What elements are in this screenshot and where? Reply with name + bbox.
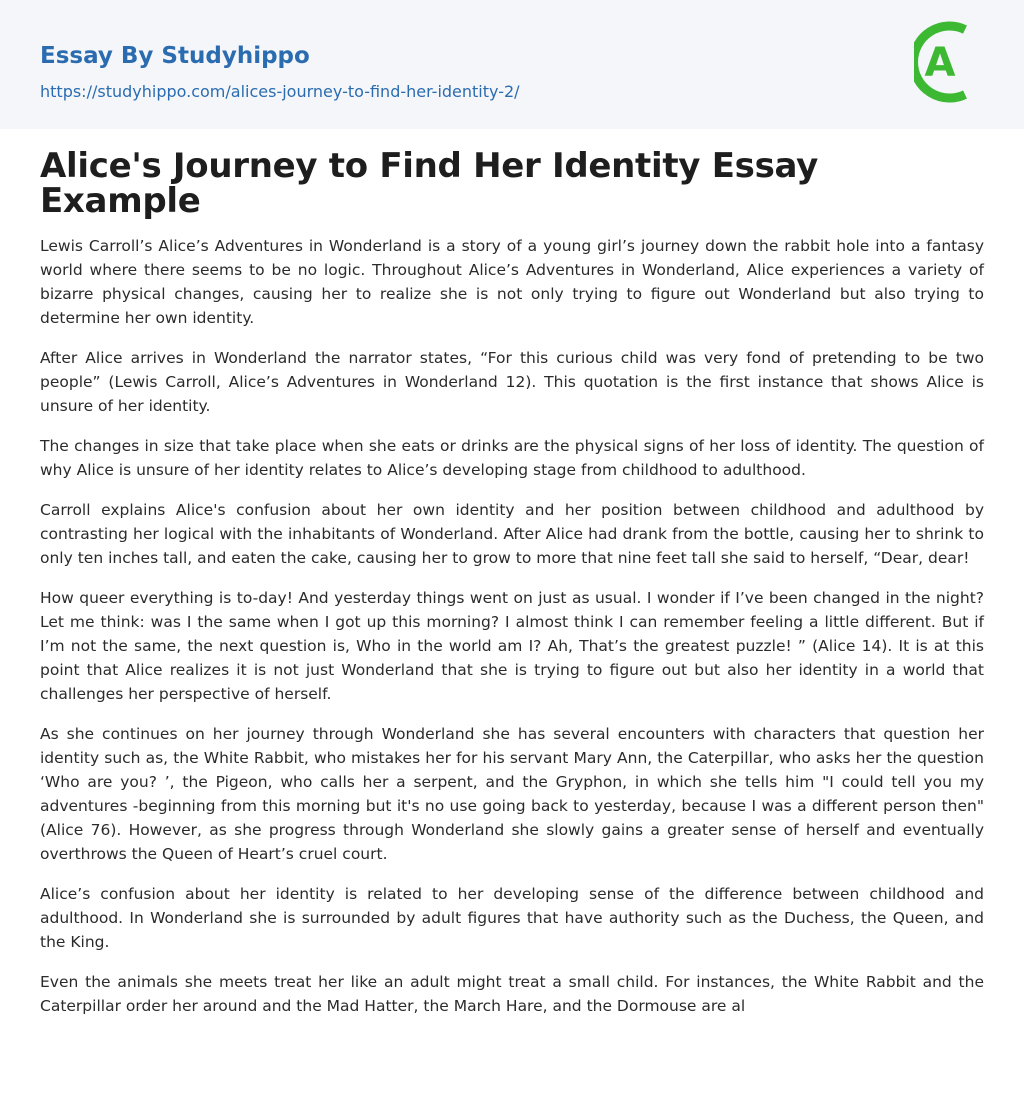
essay-body: [40, 234, 984, 1018]
essay-paragraph: Alice’s confusion about her identity is related to her developing sense of the difference between childhood and adulthood. In Wonderland she is surrounded by adult figures that have authority such as the Duchess, the Queen, and the King.: [40, 885, 984, 951]
essay-title: Alice's Journey to Find Her Identity Essay Example: [40, 146, 818, 221]
studyhippo-logo-icon[interactable]: [914, 19, 986, 105]
site-header: [0, 0, 1024, 129]
essay-paragraph: As she continues on her journey through Wonderland she has several encounters with characters that question her identity such as, the White Rabbit, who mistakes her for his servant Mary Ann, the Caterpillar, who asks her the question ‘Who are you? ’, the Pigeon, who calls her a serpent, and the Gryphon, in which she tells him "I could tell you my adventures -beginning from this morning but it's no use going back to yesterday, because I was a different person then" (Alice 76). However, as she progress through Wonderland she slowly gains a greater sense of herself and eventually overthrows the Queen of Heart’s cruel court.: [40, 725, 984, 863]
logo-letter: A: [924, 40, 956, 86]
essay-paragraph: How queer everything is to-day! And yesterday things went on just as usual. I wonder if I’ve been changed in the night? Let me think: was I the same when I got up this morning? I almost think I can remember feeling a little different. But if I’m not the same, the next question is, Who in the world am I? Ah, That’s the greatest puzzle! ” (Alice 14). It is at this point that Alice realizes it is not just Wonderland that she is trying to figure out but also her identity in a world that challenges her perspective of herself.: [40, 589, 984, 703]
essay-paragraph: Lewis Carroll’s Alice’s Adventures in Wonderland is a story of a young girl’s journey down the rabbit hole into a fantasy world where there seems to be no logic. Throughout Alice’s Adventures in Wonderland, Alice experiences a variety of bizarre physical changes, causing her to realize she is not only trying to figure out Wonderland but also trying to determine her own identity.: [40, 237, 984, 327]
essay-paragraph: Carroll explains Alice's confusion about her own identity and her position between childhood and adulthood by contrasting her logical with the inhabitants of Wonderland. After Alice had drank from the bottle, causing her to shrink to only ten inches tall, and eaten the cake, causing her to grow to more that nine feet tall she said to herself, “Dear, dear!: [40, 501, 984, 567]
essay-paragraph: The changes in size that take place when she eats or drinks are the physical signs of her loss of identity. The question of why Alice is unsure of her identity relates to Alice’s developing stage from childhood to adulthood.: [40, 437, 984, 479]
essay-content: [0, 146, 1024, 1018]
essay-paragraph: After Alice arrives in Wonderland the narrator states, “For this curious child was very fond of pretending to be two people” (Lewis Carroll, Alice’s Adventures in Wonderland 12). This quotation is the first instance that shows Alice is unsure of her identity.: [40, 349, 984, 415]
essay-paragraph: Even the animals she meets treat her like an adult might treat a small child. For instances, the White Rabbit and the Caterpillar order her around and the Mad Hatter, the March Hare, and the Dormouse are al: [40, 973, 984, 1015]
site-brand[interactable]: Essay By Studyhippo: [40, 43, 310, 69]
essay-url-link[interactable]: https://studyhippo.com/alices-journey-to-find-her-identity-2/: [40, 82, 520, 101]
